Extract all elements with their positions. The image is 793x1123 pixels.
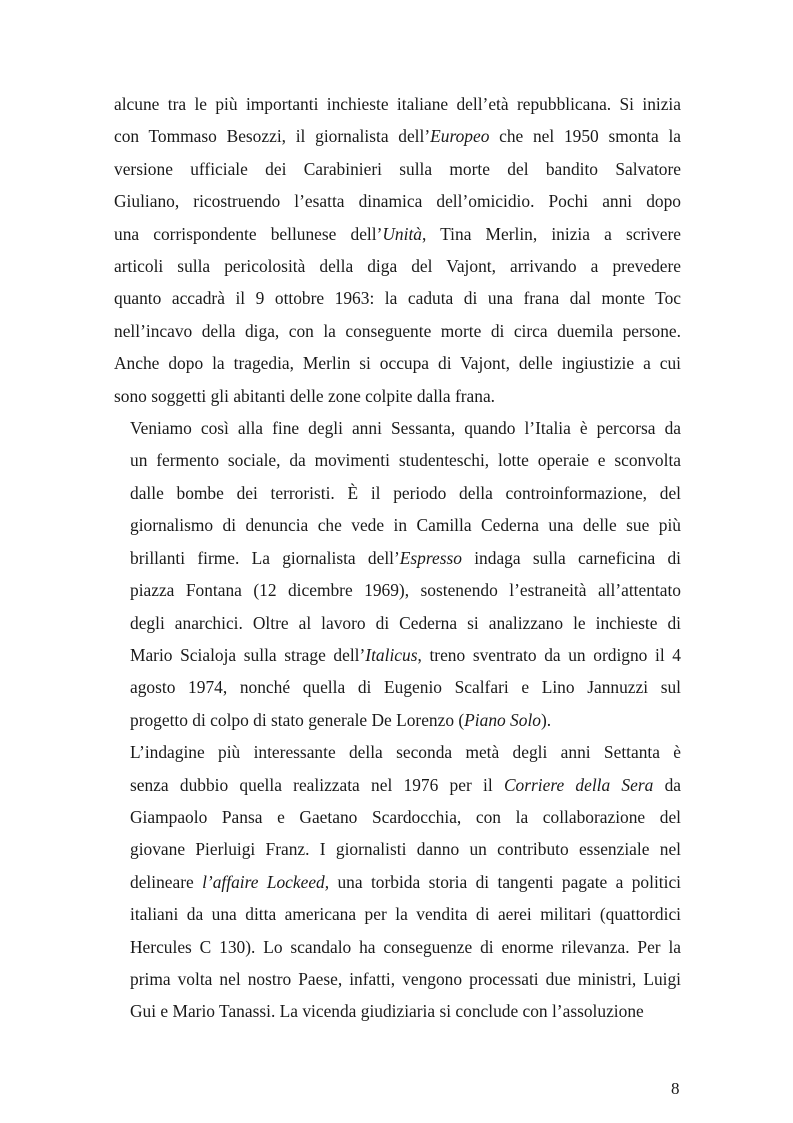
text-line [114,153,681,185]
text-line [114,866,681,898]
text-run: Hercules C 130). Lo scandalo ha conseguenze di enorme rilevanza. Per la [130,936,681,957]
text-run: , Tina Merlin, inizia a scrivere [422,223,681,244]
text-line [114,185,681,217]
text-run: indaga sulla carneficina di [461,547,681,568]
italic-title: Espresso [399,547,462,568]
text-run: sono soggetti gli abitanti delle zone colpite dalla frana. [114,385,496,406]
italic-title: Piano Solo [464,709,541,730]
text-run: degli anarchici. Oltre al lavoro di Cederna si analizzano le inchieste di [130,612,681,633]
italic-title: Unità [382,223,422,244]
text-run: Giampaolo Pansa e Gaetano Scardocchia, con la collaborazione del [130,806,681,827]
text-line [114,639,681,671]
text-line [114,542,681,574]
text-line [114,801,681,833]
italic-title: Corriere della Sera [503,774,654,795]
text-run: versione ufficiale dei Carabinieri sulla morte del bandito Salvatore [114,158,681,179]
text-line [114,509,681,541]
text-run: una corrispondente bellunese dell’ [114,223,383,244]
document-body [114,88,681,1028]
text-line [114,380,681,412]
text-run: articoli sulla pericolosità della diga del Vajont, arrivando a prevedere [114,256,681,277]
paragraph-settanta [114,736,681,1028]
text-run: da [653,774,681,795]
text-run: progetto di colpo di stato generale De Lorenzo ( [130,709,465,730]
text-run: alcune tra le più importanti inchieste italiane dell’età repubblicana. Si inizia [114,94,681,114]
text-line [114,88,681,120]
text-run: quanto accadrà il 9 ottobre 1963: la caduta di una frana dal monte Toc [114,288,681,309]
text-run: agosto 1974, nonché quella di Eugenio Scalfari e Lino Jannuzzi sul [130,677,681,698]
text-run: Gui e Mario Tanassi. La vicenda giudiziaria si conclude con l’assoluzione [130,1001,644,1022]
text-line [114,963,681,995]
text-line [114,120,681,152]
text-line [114,574,681,606]
text-line [114,250,681,282]
text-line [114,769,681,801]
paragraph-sessanta [114,412,681,736]
text-line [114,218,681,250]
paragraph-intro [114,88,681,412]
text-run: che nel 1950 smonta la [489,126,681,147]
text-line [114,931,681,963]
text-line [114,736,681,768]
text-run: italiani da una ditta americana per la vendita di aerei militari (quattordici [130,904,681,925]
text-run: giornalismo di denuncia che vede in Camilla Cederna una delle sue più [130,515,681,536]
text-line [114,477,681,509]
text-line [114,347,681,379]
text-line [114,607,681,639]
text-run: Veniamo così alla fine degli anni Sessanta, quando l’Italia è percorsa da [130,418,681,439]
text-run: delineare [130,871,203,892]
text-run: Mario Scialoja sulla strage dell’ [130,644,366,665]
text-line [114,412,681,444]
italic-title: Italicus [365,644,418,665]
text-run: L’indagine più interessante della seconda metà degli anni Settanta è [130,742,681,763]
text-run: dalle bombe dei terroristi. È il periodo della controinformazione, del [130,482,681,503]
text-run: , treno sventrato da un ordigno il 4 [417,644,681,665]
text-run: brillanti firme. La giornalista dell’ [130,547,400,568]
text-run: senza dubbio quella realizzata nel 1976 per il [130,774,504,795]
text-run: piazza Fontana (12 dicembre 1969), sostenendo l’estraneità all’attentato [130,580,681,601]
text-run: prima volta nel nostro Paese, infatti, vengono processati due ministri, Luigi [130,968,681,989]
text-run: Giuliano, ricostruendo l’esatta dinamica dell’omicidio. Pochi anni dopo [114,191,681,212]
text-run: giovane Pierluigi Franz. I giornalisti danno un contributo essenziale nel [130,839,681,860]
text-run: una torbida storia di tangenti pagate a politici [329,871,681,892]
text-run: ). [540,709,552,730]
text-line [114,315,681,347]
text-run: nell’incavo della diga, con la conseguente morte di circa duemila persone. [114,320,681,341]
text-run: un fermento sociale, da movimenti studenteschi, lotte operaie e sconvolta [130,450,681,471]
text-line [114,671,681,703]
text-line [114,995,681,1027]
italic-title: Europeo [430,126,490,147]
italic-title: l’affaire Lockeed, [202,871,330,892]
text-line [114,704,681,736]
page-number: 8 [671,1079,680,1098]
text-line [114,898,681,930]
text-run: Anche dopo la tragedia, Merlin si occupa di Vajont, delle ingiustizie a cui [114,353,681,374]
text-line [114,282,681,314]
text-line [114,833,681,865]
text-run: con Tommaso Besozzi, il giornalista dell’ [114,126,431,147]
text-line [114,444,681,476]
